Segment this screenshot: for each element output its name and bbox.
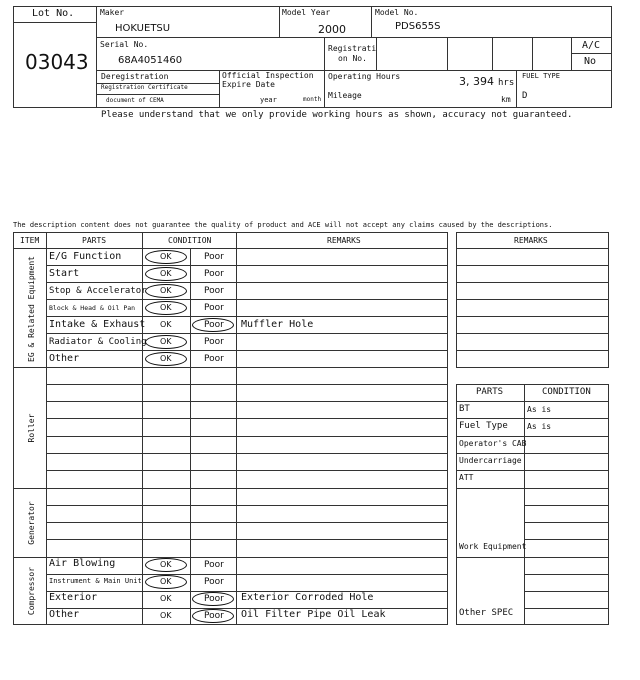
condition-ok: OK <box>160 611 172 620</box>
maker-label: Maker <box>100 8 125 17</box>
condition-value: As is <box>527 422 552 431</box>
part-label: Instrument & Main Unit <box>49 577 142 585</box>
part-label: ATT <box>459 473 474 482</box>
condition-poor: Poor <box>204 577 224 587</box>
model-no-label: Model No. <box>375 8 419 17</box>
registration-cert-label: Registration Certificate <box>101 84 188 91</box>
model-year-label: Model Year <box>282 8 331 17</box>
condition-ok: OK <box>160 354 172 363</box>
part-label: Fuel Type <box>459 421 508 431</box>
condition-poor: Poor <box>204 303 224 313</box>
remark-text: Muffler Hole <box>241 319 314 330</box>
expire-date-label: Expire Date <box>222 80 275 89</box>
condition-poor: Poor <box>204 320 224 330</box>
part-label: Air Blowing <box>49 558 116 569</box>
lot-label: Lot No. <box>32 8 75 19</box>
fuel-type-label: FUEL TYPE <box>522 72 560 80</box>
part-label: Block & Head & Oil Pan <box>49 304 136 312</box>
ac-value: No <box>584 56 597 67</box>
section-compressor-label: Compressor <box>27 566 36 616</box>
part-label: Radiator & Cooling <box>49 337 147 347</box>
condition-poor: Poor <box>204 269 224 279</box>
registration-label: Registrati <box>328 44 377 53</box>
condition-header: CONDITION <box>542 387 591 397</box>
operating-hours-label: Operating Hours <box>328 72 401 81</box>
model-no-value: PDS655S <box>395 21 441 32</box>
condition-ok: OK <box>160 560 172 569</box>
parts-header: PARTS <box>476 387 504 397</box>
remark-text: Oil Filter Pipe Oil Leak <box>241 609 386 620</box>
model-year-value: 2000 <box>318 23 346 36</box>
condition-poor: Poor <box>204 560 224 570</box>
work-equipment-label: Work Equipment <box>459 542 527 551</box>
condition-ok: OK <box>160 320 172 329</box>
deregistration-label: Deregistration <box>101 72 169 81</box>
disclaimer-text: The description content does not guarantee the quality of product and ACE will not accept any claims caused by the descriptions. <box>13 221 553 229</box>
part-label: Start <box>49 268 80 279</box>
condition-ok: OK <box>160 286 172 295</box>
hrs-label: hrs <box>498 78 515 88</box>
condition-poor: Poor <box>204 354 224 364</box>
part-label: Intake & Exhaust <box>49 319 146 330</box>
condition-poor: Poor <box>204 337 224 347</box>
part-label: Exterior <box>49 592 98 603</box>
condition-poor: Poor <box>204 252 224 262</box>
condition-ok: OK <box>160 577 172 586</box>
other-spec-label: Other SPEC <box>459 608 514 618</box>
condition-ok: OK <box>160 269 172 278</box>
year-label: year <box>260 96 277 104</box>
registration-label-2: on No. <box>338 54 367 63</box>
part-label: E/G Function <box>49 251 122 262</box>
col-parts-header: PARTS <box>82 236 107 245</box>
month-label: month <box>303 96 322 103</box>
lot-number: 03043 <box>25 50 89 74</box>
fuel-type-value: D <box>522 91 528 101</box>
document-cema-label: document of CEMA <box>106 97 164 104</box>
remarks-table-frame <box>456 232 609 368</box>
col-item-header: ITEM <box>20 236 40 245</box>
maker-value: HOKUETSU <box>115 23 171 34</box>
official-inspection-label: Official Inspection <box>222 71 314 80</box>
mileage-label: Mileage <box>328 91 362 100</box>
condition-ok: OK <box>160 252 172 261</box>
condition-ok: OK <box>160 594 172 603</box>
section-roller-label: Roller <box>27 413 36 443</box>
part-label: Other <box>49 353 80 364</box>
condition-ok: OK <box>160 337 172 346</box>
part-label: Operator's CAB <box>459 439 527 448</box>
part-label: Other <box>49 609 80 620</box>
col-remarks-header: REMARKS <box>327 236 361 245</box>
operating-hours-value: 3, 394 <box>459 75 494 88</box>
serial-label: Serial No. <box>100 40 149 49</box>
condition-poor: Poor <box>204 611 224 621</box>
remark-text: Exterior Corroded Hole <box>241 592 374 603</box>
part-label: Stop & Accelerator <box>49 286 147 296</box>
serial-value: 68A4051460 <box>118 55 183 66</box>
condition-ok: OK <box>160 303 172 312</box>
condition-poor: Poor <box>204 594 224 604</box>
ac-label: A/C <box>582 40 601 51</box>
condition-value: As is <box>527 405 552 414</box>
condition-poor: Poor <box>204 286 224 296</box>
section-eg-label: EG & Related Equipment <box>27 256 36 362</box>
part-label: Undercarriage <box>459 456 522 465</box>
section-generator-label: Generator <box>27 501 36 545</box>
remarks-header: REMARKS <box>514 236 548 245</box>
part-label: BT <box>459 404 470 414</box>
col-condition-header: CONDITION <box>168 236 212 245</box>
notice-text: Please understand that we only provide working hours as shown, accuracy not guaranteed. <box>101 110 573 120</box>
km-label: km <box>501 95 511 104</box>
